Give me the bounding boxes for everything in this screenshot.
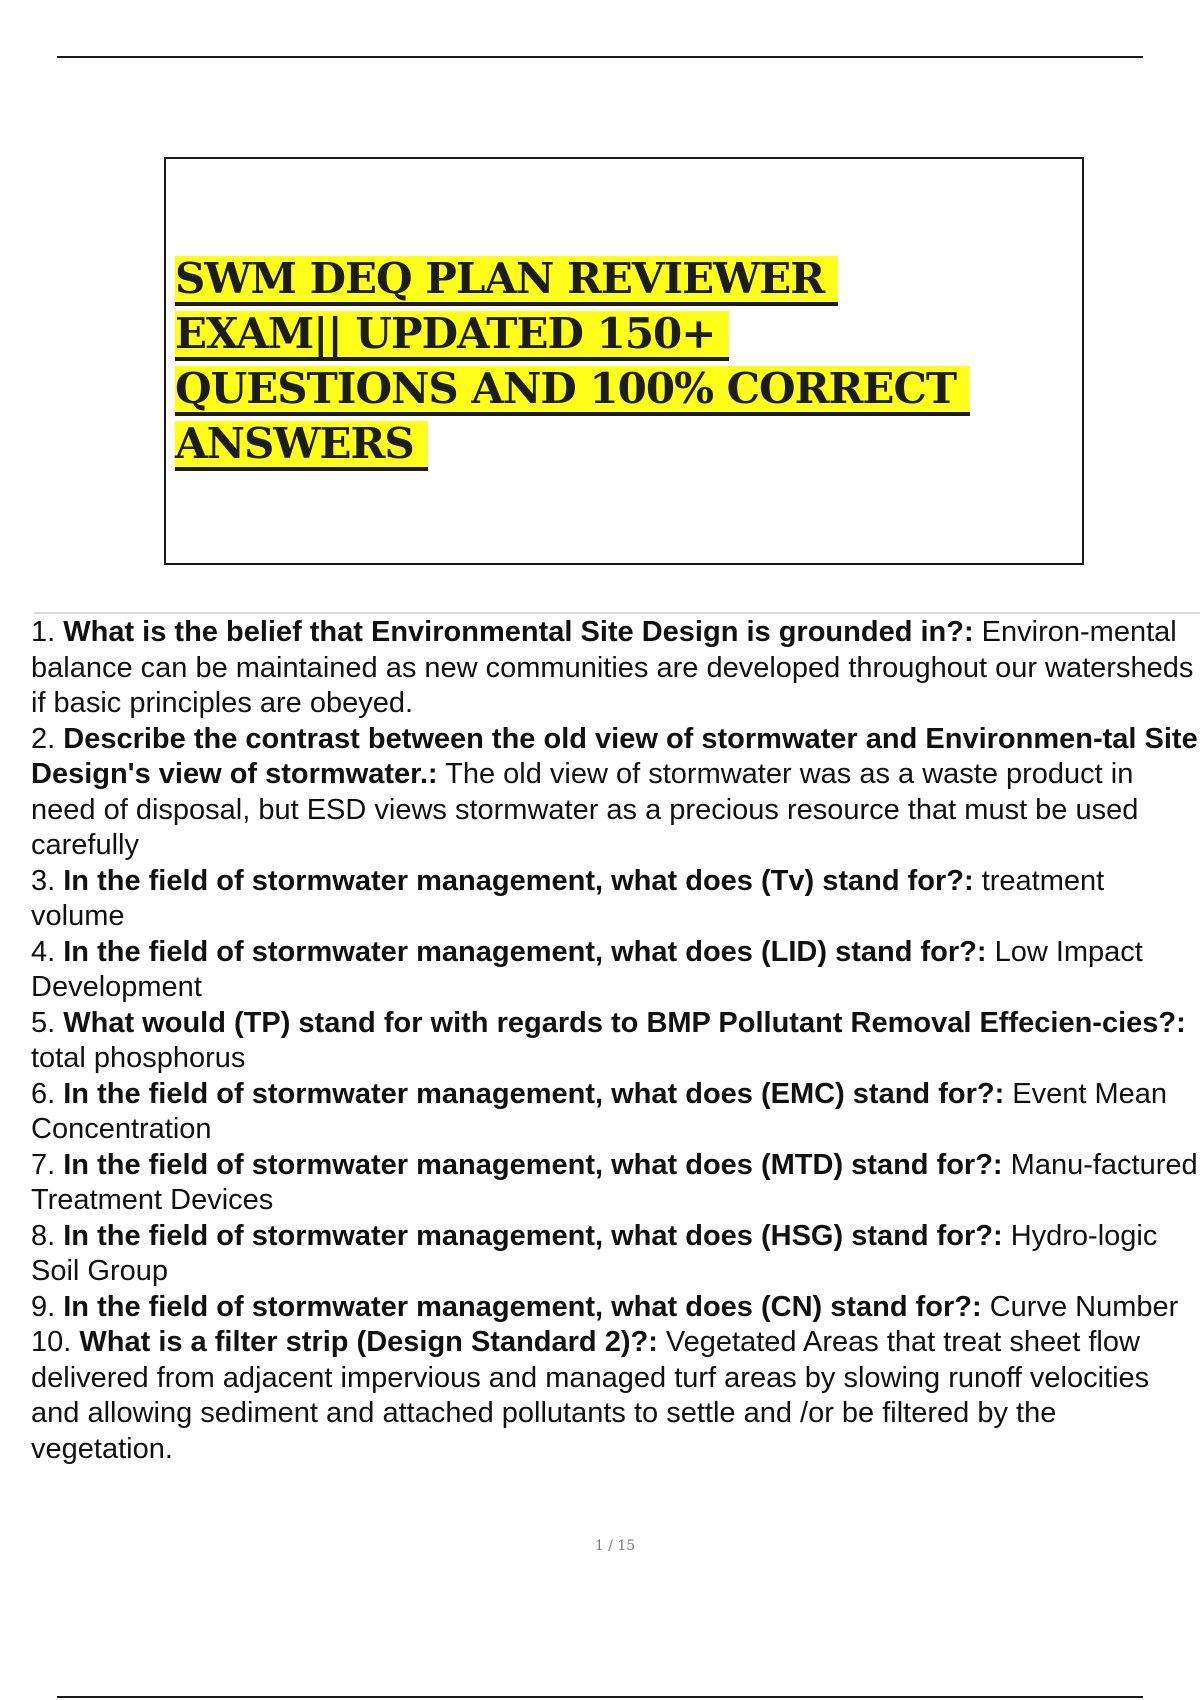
qa-item (31, 1077, 1200, 1148)
title-line: QUESTIONS AND 100% CORRECT (175, 366, 970, 416)
qa-number: 4. (31, 935, 56, 968)
qa-answer: total phosphorus (31, 1042, 246, 1074)
qa-question: What would (TP) stand for with regards to BMP Pollutant Removal Effecien-cies?: (63, 1006, 1186, 1039)
qa-item (31, 935, 1200, 1006)
qa-number: 3. (31, 864, 56, 897)
qa-number: 10. (31, 1326, 72, 1358)
qa-answer: treatment volume (31, 864, 1105, 932)
qa-item (31, 1290, 1200, 1326)
header-rule (57, 56, 1143, 58)
title-line: SWM DEQ PLAN REVIEWER (175, 256, 838, 306)
qa-answer: Hydro-logic Soil Group (31, 1219, 1158, 1287)
qa-item (31, 1219, 1200, 1290)
qa-number: 2. (31, 722, 56, 755)
qa-answer: Manu-factured Treatment Devices (31, 1148, 1198, 1216)
qa-number: 9. (31, 1290, 56, 1323)
qa-number: 5. (31, 1006, 56, 1039)
title-box (164, 157, 1084, 565)
page-number: 1 / 15 (594, 1538, 636, 1554)
qa-question: In the field of stormwater management, what does (Tv) stand for?: (63, 864, 974, 897)
qa-answer: Environ-mental balance can be maintained as new communities are developed throughout our watersheds if basic principles are obeyed. (31, 616, 1194, 719)
title-line: ANSWERS (175, 421, 428, 471)
qa-question: What is the belief that Environmental Site Design is grounded in?: (63, 616, 974, 648)
qa-number: 1. (31, 616, 56, 648)
qa-item (31, 722, 1200, 864)
title-line: EXAM|| UPDATED 150+ (175, 311, 729, 361)
qa-question: What is a filter strip (Design Standard 2)?: (79, 1326, 658, 1358)
qa-answer: Vegetated Areas that treat sheet flow delivered from adjacent impervious and managed turf areas by slowing runoff velocities and allowing sediment and attached pollutants to settle and /or be filtered by the vegetation. (31, 1326, 1150, 1465)
qa-item (31, 864, 1200, 935)
qa-number: 6. (31, 1077, 56, 1110)
section-separator (34, 612, 1200, 614)
qa-question: In the field of stormwater management, what does (MTD) stand for?: (63, 1148, 1003, 1181)
qa-question: In the field of stormwater management, what does (LID) stand for?: (63, 935, 987, 968)
document-title (175, 251, 1075, 471)
qa-number: 7. (31, 1148, 56, 1181)
question-answer-list (31, 615, 1200, 1467)
qa-question: Describe the contrast between the old view of stormwater and Environmen-tal Site Design's view of stormwater.: (31, 722, 1198, 790)
qa-number: 8. (31, 1219, 56, 1252)
footer-rule (57, 1696, 1143, 1698)
qa-answer: Curve Number (989, 1290, 1179, 1323)
qa-answer: The old view of stormwater was as a waste product in need of disposal, but ESD views stormwater as a precious resource that must be used carefully (31, 758, 1139, 861)
qa-item (31, 1148, 1200, 1219)
qa-item (31, 615, 1200, 722)
qa-question: In the field of stormwater management, what does (HSG) stand for?: (63, 1219, 1003, 1252)
qa-question: In the field of stormwater management, what does (CN) stand for?: (63, 1290, 982, 1323)
qa-answer: Event Mean Concentration (31, 1077, 1168, 1145)
qa-question: In the field of stormwater management, what does (EMC) stand for?: (63, 1077, 1005, 1110)
qa-item (31, 1325, 1200, 1467)
qa-item (31, 1006, 1200, 1077)
qa-answer: Low Impact Development (31, 935, 1143, 1003)
